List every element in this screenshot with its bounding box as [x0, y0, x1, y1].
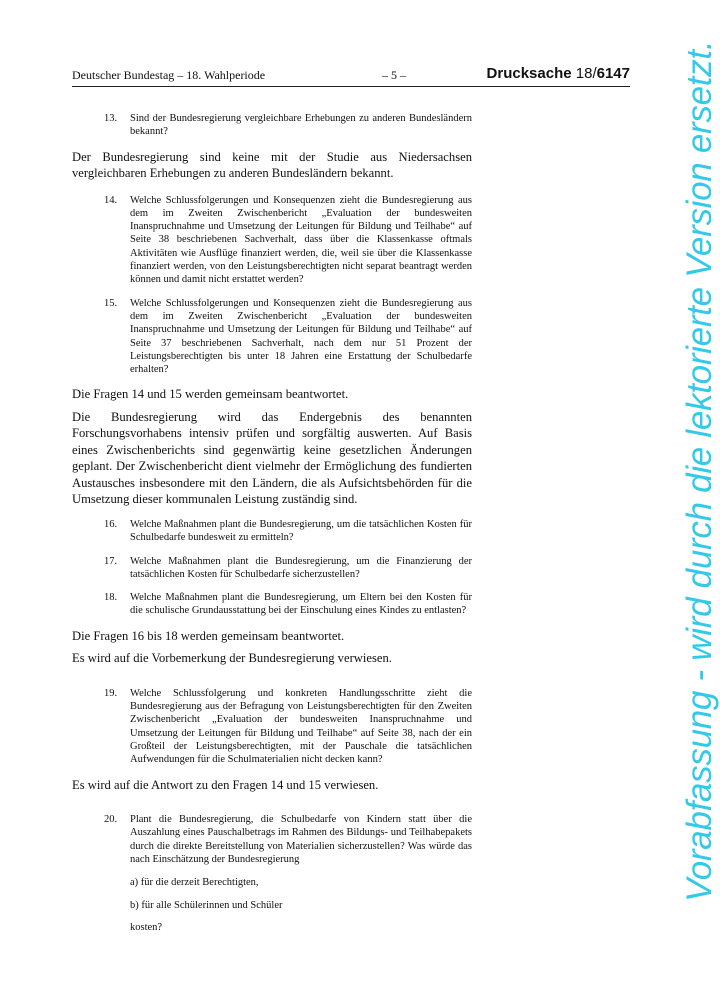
question-19: [72, 687, 472, 767]
question-13: [72, 112, 472, 139]
answer-14-15: Die Bundesregierung wird das Endergebnis des benannten Forschungsvorhabens intensiv prüfen und sorgfältig auswerten. Auf Basis eines Zwischenberichts sind gegenwärtig keine gesetzlichen Änderungen geplant. Der Zwischenbericht dient vielmehr der Ermöglichung des fundierten Austausches insbesondere mit den Ländern, die als Aufsichtsbehörden für die Umsetzung dieser kommunalen Leistung zuständig sind.: [72, 409, 472, 507]
question-text: Welche Maßnahmen plant die Bundesregierung, um die tatsächlichen Kosten für Schulbedarfe bundesweit zu ermitteln?: [130, 518, 472, 544]
answer-16-18-intro: Die Fragen 16 bis 18 werden gemeinsam beantwortet.: [72, 628, 345, 643]
question-16: [72, 518, 472, 545]
question-20-option-b: b) für alle Schülerinnen und Schüler: [130, 899, 283, 911]
question-text: Welche Maßnahmen plant die Bundesregierung, um die Finanzierung der tatsächlichen Kosten für Schulbedarfe sicherzustellen?: [130, 555, 472, 580]
question-number: 17.: [104, 555, 118, 567]
document-body: [72, 112, 472, 943]
drucksache-label: [487, 65, 630, 82]
question-20-option-a: a) für die derzeit Berechtigten,: [130, 877, 259, 889]
header-periode: Deutscher Bundestag – 18. Wahlperiode: [72, 68, 266, 82]
answer-19: Es wird auf die Antwort zu den Fragen 14 und 15 verwiesen.: [72, 777, 379, 792]
question-text: Welche Maßnahmen plant die Bundesregierung, um Eltern bei den Kosten für die schulische Grundausstattung bei der Einschulung eines Kindes zu entlasten?: [130, 592, 472, 617]
question-text: Plant die Bundesregierung, die Schulbedarfe von Kindern statt über die Auszahlung eines Pauschalbetrags im Rahmen des Bildungs- und Teilhabepakets durch die direkte Bereitstellung von Materialien sicherzustellen? Was würde das nach Einschätzung der Bundesregierung: [130, 814, 472, 865]
answer-16-18: Es wird auf die Vorbemerkung der Bundesregierung verwiesen.: [72, 651, 392, 666]
page-header: [72, 66, 630, 87]
question-text: Welche Schlussfolgerungen und Konsequenzen zieht die Bundesregierung aus dem im Zweiten Zwischenbericht „Evaluation der bundesweiten Inanspruchnahme und Umsetzung der Leitungen für Bildung und Teilhabe“ auf Seite 37 beschriebenen Sachverhalt, nach dem nur 51 Prozent der Leistungsberechtigten bis unter 18 Jahren eine Erstattung der Schulbedarfe erhalten?: [130, 297, 472, 376]
question-14: [72, 194, 472, 287]
question-17: [72, 555, 472, 582]
question-number: 19.: [104, 687, 118, 699]
question-number: 15.: [104, 297, 118, 309]
answer-14-15-intro: Die Fragen 14 und 15 werden gemeinsam beantwortet.: [72, 387, 349, 402]
drucksache-word: Drucksache: [486, 65, 572, 82]
question-text: Welche Schlussfolgerung und konkreten Handlungsschritte zieht die Bundesregierung aus der Befragung von Leistungsberechtigten für den Zweiten Zwischenbericht „Evaluation der bundesweiten Inanspruchnahme und Umsetzung der Leitungen für Bildung und Teilhabe“ auf Seite 38, nach der ein Großteil der Leistungsberechtigten, mit der Pauschale die tatsächlichen Aufwendungen für die Schulmaterialien nicht decken kann?: [130, 687, 472, 766]
question-20: [72, 813, 472, 866]
question-20-tail: kosten?: [130, 921, 163, 933]
drucksache-number: 6147: [596, 65, 630, 82]
page-number: – 5 –: [382, 68, 406, 82]
question-number: 20.: [104, 814, 118, 826]
question-text: Welche Schlussfolgerungen und Konsequenzen zieht die Bundesregierung aus dem im Zweiten Zwischenbericht „Evaluation der bundesweiten Inanspruchnahme und Umsetzung der Leitungen für Bildung und Teilhabe“ auf Seite 38 beschriebenen Sachverhalt, dass über die Klassenkasse oftmals Aktivitäten wie Ausflüge finanziert werden, die, weil sie über die Klassenkasse finanziert werden, von den Leistungsberechtigten nicht separat beantragt werden können und damit nicht erstattet werden?: [130, 194, 472, 286]
question-number: 16.: [104, 518, 118, 530]
answer-13: Der Bundesregierung sind keine mit der Studie aus Niedersachsen vergleichbaren Erhebungen zu anderen Bundesländern bekannt.: [72, 149, 472, 181]
question-number: 14.: [104, 194, 118, 206]
question-15: [72, 297, 472, 377]
question-text: Sind der Bundesregierung vergleichbare Erhebungen zu anderen Bundesländern bekannt?: [130, 113, 472, 138]
drucksache-prefix: 18/: [575, 65, 597, 82]
draft-watermark: Vorabfassung - wird durch die lektorierte Version ersetzt.: [680, 40, 719, 902]
question-18: [72, 591, 472, 618]
question-number: 18.: [104, 592, 118, 604]
question-number: 13.: [104, 113, 118, 124]
